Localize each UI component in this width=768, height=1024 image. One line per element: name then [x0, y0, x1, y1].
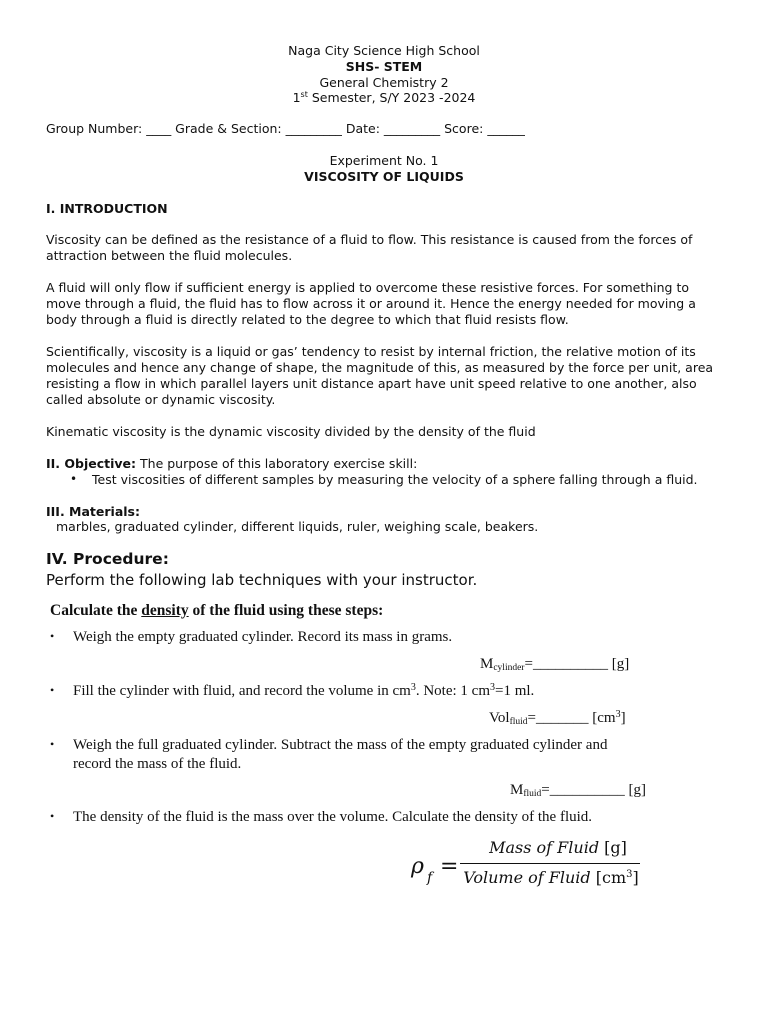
- materials-heading: III. Materials:: [46, 504, 140, 519]
- fluid-volume-blank: Vol$_{fluid}$=_______ $[cm^3]$: [489, 709, 626, 727]
- procedure-heading: IV. Procedure:: [46, 550, 169, 568]
- objective-bullet: Test viscosities of different samples by measuring the velocity of a sphere falling through a fluid.: [92, 472, 698, 487]
- step-weigh-empty: Weigh the empty graduated cylinder. Record its mass in grams.: [73, 629, 453, 645]
- rho-subscript: f: [427, 870, 433, 886]
- rho-symbol: ρ: [411, 854, 424, 879]
- intro-paragraph-4: Kinematic viscosity is the dynamic viscosity divided by the density of the fluid: [46, 424, 536, 439]
- bullet-icon: •: [50, 683, 55, 697]
- intro-paragraph-2: A fluid will only flow if sufficient energy is applied to overcome these resistive forces. For something to move through a fluid, the fluid has to flow across it or around it. Hence the energy needed for moving a body through a fluid is directly related to the degree to which that fluid resists flow.: [46, 280, 696, 327]
- subject-label: General Chemistry 2: [319, 75, 449, 90]
- step-calc-density: The density of the fluid is the mass over the volume. Calculate the density of the fluid.: [73, 809, 593, 825]
- bullet-icon: •: [50, 809, 55, 823]
- objective-heading: II. Objective:: [46, 456, 137, 471]
- bullet-icon: •: [50, 737, 55, 751]
- cylinder-mass-blank: $M_{cylinder}=\_\_\_\_\_\_\_\_\_\_$ [g]: [480, 656, 630, 673]
- experiment-number: Experiment No. 1: [329, 153, 439, 168]
- objective-line: II. Objective: The purpose of this laboratory exercise skill:: [46, 456, 418, 471]
- fluid-mass-blank: $M_{fluid}=\_\_\_\_\_\_\_\_\_\_$ [g]: [510, 782, 646, 799]
- bullet-icon: •: [70, 472, 78, 486]
- introduction-heading: I. INTRODUCTION: [46, 201, 168, 216]
- step-weigh-full-line2: record the mass of the fluid.: [73, 756, 242, 772]
- procedure-subtitle: Perform the following lab techniques with your instructor.: [46, 571, 478, 589]
- school-name: Naga City Science High School: [288, 43, 480, 58]
- intro-paragraph-1: Viscosity can be defined as the resistance of a fluid to flow. This resistance is caused from the forces of attraction between the fluid molecules.: [46, 232, 693, 263]
- formula-numerator: Mass of Fluid [g]: [489, 838, 627, 857]
- strand-label: SHS- STEM: [345, 59, 423, 74]
- materials-list: marbles, graduated cylinder, different liquids, ruler, weighing scale, beakers.: [56, 519, 539, 534]
- calculate-density-heading: Calculate the density of the fluid using these steps:: [50, 602, 384, 619]
- step-weigh-full-line1: Weigh the full graduated cylinder. Subtract the mass of the empty graduated cylinder and: [73, 737, 608, 753]
- intro-paragraph-3: Scientifically, viscosity is a liquid or gas’ tendency to resist by internal friction, the relative motion of its molecules and hence any change of shape, the magnitude of this, as measured by the force per unit, area resisting a flow in which parallel layers unit distance apart have unit speed relative to one another, also called absolute or dynamic viscosity.: [46, 344, 714, 407]
- experiment-title: VISCOSITY OF LIQUIDS: [304, 169, 464, 184]
- equals-sign: =: [440, 854, 459, 879]
- bullet-icon: •: [50, 629, 55, 643]
- formula-denominator: Volume of Fluid $[cm^3]$: [463, 868, 639, 887]
- density-formula: [405, 834, 645, 894]
- semester-label: 1st Semester, S/Y 2023 -2024: [292, 89, 476, 105]
- group-info-line: Group Number: ____ Grade & Section: _________ Date: _________ Score: ______: [46, 121, 525, 136]
- fraction-bar: [460, 863, 640, 864]
- step-fill-volume: Fill the cylinder with fluid, and record the volume in $cm^3$. Note: 1 $cm^3=1$ ml.: [73, 682, 535, 699]
